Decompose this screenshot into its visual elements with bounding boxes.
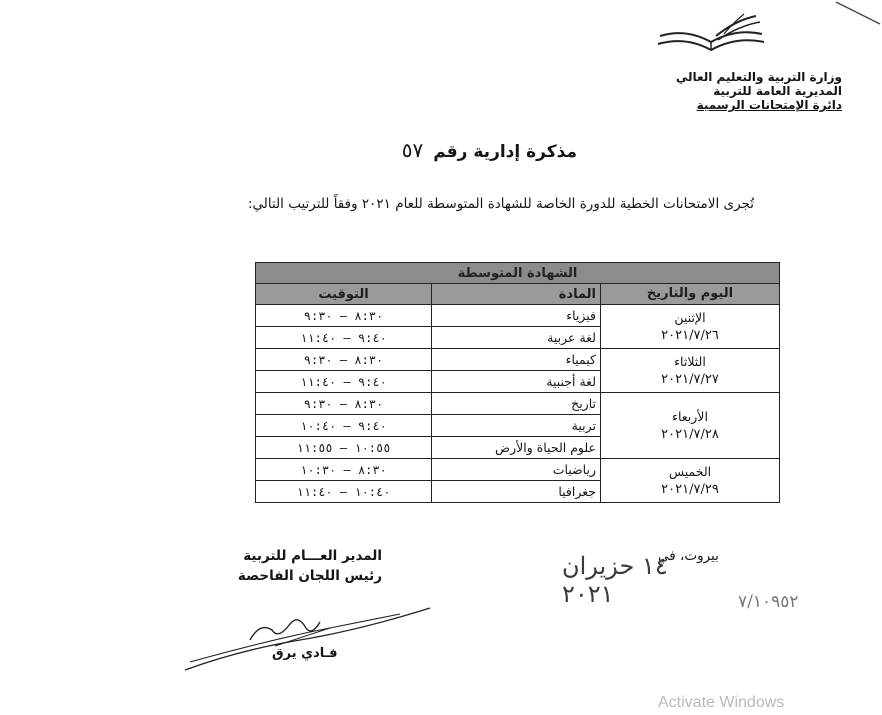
department-name: دائرة الإمتحانات الرسمية <box>696 98 842 112</box>
table-row <box>256 349 780 371</box>
day-cell <box>601 459 780 503</box>
header-day-date: اليوم والتاريخ <box>601 284 780 305</box>
day-cell <box>601 305 780 349</box>
committee-title: رئيس اللجان الفاحصة <box>237 568 382 584</box>
time-cell: ٩:٤٠ – ١١:٤٠ <box>256 327 432 349</box>
time-cell: ٨:٣٠ – ١٠:٣٠ <box>256 459 432 481</box>
signature-block <box>238 546 382 586</box>
handwritten-date: ١٤ حزيران ٢٠٢١ <box>562 552 668 608</box>
day-name: الخميس <box>668 463 712 479</box>
day-cell <box>601 393 780 459</box>
subject-cell: علوم الحياة والأرض <box>432 437 601 459</box>
time-cell: ٨:٣٠ – ٩:٣٠ <box>256 349 432 371</box>
subject-cell: كيمياء <box>432 349 601 371</box>
header-time: التوقيت <box>256 284 432 305</box>
subject-cell: لغة أجنبية <box>432 371 601 393</box>
time-cell: ٨:٣٠ – ٩:٣٠ <box>256 305 432 327</box>
subject-cell: تاريخ <box>432 393 601 415</box>
director-title: المدير العـــام للتربية <box>243 548 382 564</box>
header-subject: المادة <box>432 284 601 305</box>
ministry-name: وزارة التربية والتعليم العالي <box>675 70 842 84</box>
day-name: الثلاثاء <box>674 353 706 369</box>
memo-title <box>402 138 577 162</box>
table-row <box>256 459 780 481</box>
time-cell: ١٠:٤٠ – ١١:٤٠ <box>256 481 432 503</box>
corner-stroke-mark <box>822 0 882 30</box>
intro-paragraph: تُجرى الامتحانات الخطية للدورة الخاصة للشهادة المتوسطة للعام ٢٠٢١ وفقاً للترتيب التالي: <box>247 196 754 212</box>
signer-name: فـادي يرق <box>272 646 338 661</box>
subject-cell: تربية <box>432 415 601 437</box>
day-name: الإثنين <box>674 309 706 325</box>
signature-scribble-icon <box>180 600 440 680</box>
table-caption: الشهادة المتوسطة <box>256 263 780 284</box>
open-book-logo-icon <box>656 12 766 60</box>
day-date: ٢٠٢١/٧/٢٩ <box>661 481 719 497</box>
memo-number: ٥٧ <box>401 138 424 162</box>
subject-cell: رياضيات <box>432 459 601 481</box>
reference-number: ٧/١٠٩٥٢ <box>738 592 799 612</box>
memo-title-text: مذكرة إدارية رقم <box>433 142 577 162</box>
time-cell: ٩:٤٠ – ١٠:٤٠ <box>256 415 432 437</box>
time-cell: ٩:٤٠ – ١١:٤٠ <box>256 371 432 393</box>
place-label: بيروت، في <box>658 548 719 564</box>
subject-cell: فيزياء <box>432 305 601 327</box>
table-row <box>256 305 780 327</box>
day-date: ٢٠٢١/٧/٢٦ <box>661 327 719 343</box>
day-name: الأربعاء <box>672 408 708 424</box>
day-cell <box>601 349 780 393</box>
day-date: ٢٠٢١/٧/٢٨ <box>661 426 719 442</box>
directorate-name: المديرية العامة للتربية <box>713 84 842 98</box>
time-cell: ٨:٣٠ – ٩:٣٠ <box>256 393 432 415</box>
subject-cell: جغرافيا <box>432 481 601 503</box>
table-row <box>256 393 780 415</box>
day-date: ٢٠٢١/٧/٢٧ <box>661 371 719 387</box>
time-cell: ١٠:٥٥ – ١١:٥٥ <box>256 437 432 459</box>
activate-windows-watermark: Activate Windows <box>658 694 785 711</box>
subject-cell: لغة عربية <box>432 327 601 349</box>
exam-schedule-table <box>255 262 780 503</box>
